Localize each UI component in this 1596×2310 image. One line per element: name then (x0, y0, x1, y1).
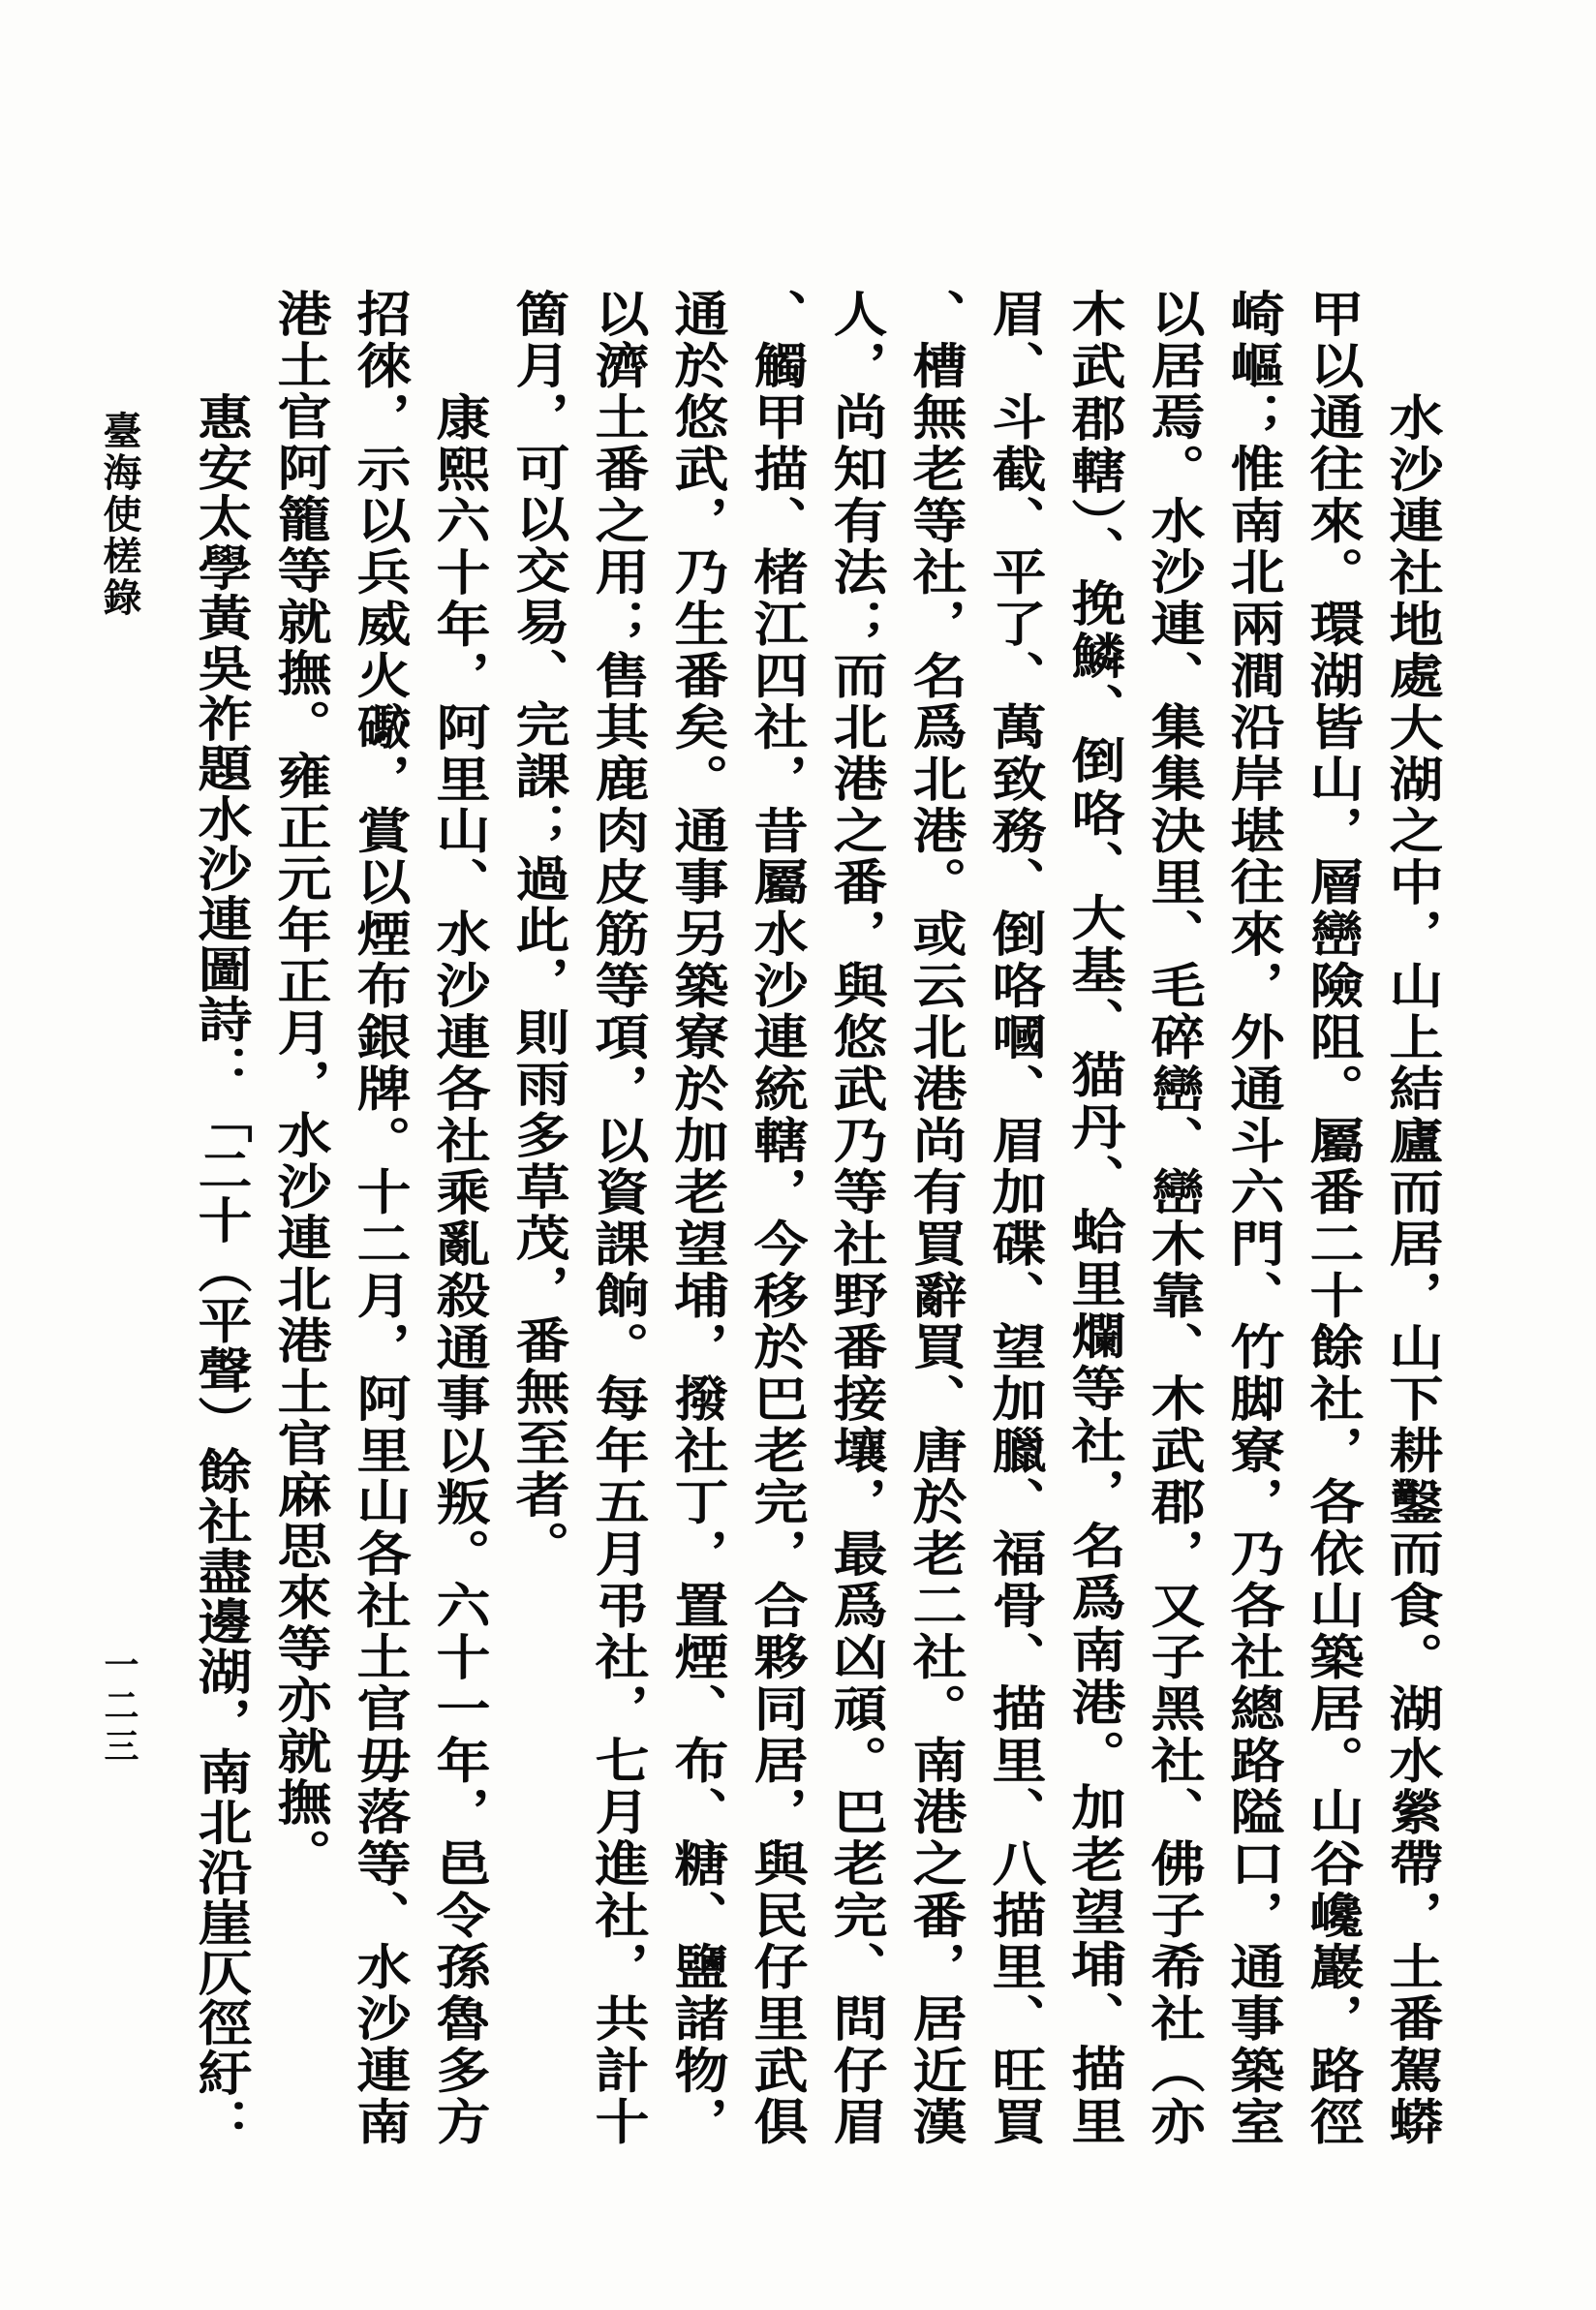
text-column (1297, 289, 1368, 2148)
text-column (1376, 392, 1448, 2148)
column-text: 箇月，可以交易、完課；過此，則雨多草茂，番無至者。 (506, 289, 571, 1572)
column-text: 、槽無老等社，名爲北港。或云北港尚有買辭買、唐於老二社。南港之番，居近漢 (904, 289, 968, 2148)
column-text: 眉、斗截、平了、萬致務、倒咯嘓、眉加碟、望加臘、福骨、描里、八描里、旺買 (983, 289, 1048, 2148)
column-text: 人，尚知有法；而北港之番，與悠武乃等社野番接壤，最爲凶頑。巴老完、問仔眉 (824, 289, 889, 2148)
column-text: 惠安太學黃吳祚題水沙連圖詩：「二十（平聲）餘社盡邊湖，南北沿崖仄徑紆： (189, 392, 254, 2148)
column-text: 木武郡轄）、挽鱗、倒咯、大基、猫丹、蛤里爛等社，名爲南港。加老望埔、描里 (1062, 289, 1127, 2148)
column-text: 以居焉。水沙連、集集決里、毛碎巒、巒木靠、木武郡，又子黑社、佛子希社（亦 (1142, 289, 1207, 2148)
text-column (979, 289, 1051, 2148)
text-column (741, 289, 813, 2148)
text-column (264, 289, 336, 2148)
text-column (1138, 289, 1210, 2148)
text-column (1059, 289, 1130, 2148)
text-column (503, 289, 574, 2148)
text-column (185, 392, 257, 2148)
column-text: 以濟土番之用；售其鹿肉皮筋等項，以資課餉。每年五月弔社，七月進社，共計十 (586, 289, 651, 2148)
column-text: 、觸甲描、楮江四社，昔屬水沙連統轄，今移於巴老完，合夥同居，與民仔里武俱 (745, 289, 810, 2148)
text-column (900, 289, 971, 2148)
column-text: 港土官阿籠等就撫。雍正元年正月，水沙連北港土官麻思來等亦就撫。 (268, 289, 333, 1880)
text-column (582, 289, 654, 2148)
column-text: 甲以通往來。環湖皆山，層巒險阻。屬番二十餘社，各依山築居。山谷巉巖，路徑 (1301, 289, 1366, 2148)
text-column (344, 289, 415, 2148)
text-column (423, 392, 495, 2148)
column-text: 康熙六十年，阿里山、水沙連各社乘亂殺通事以叛。六十一年，邑令孫魯多方 (427, 392, 492, 2148)
text-column (661, 289, 733, 2148)
running-title: 臺海使槎錄 (97, 411, 142, 619)
text-column (1217, 289, 1289, 2148)
column-text: 水沙連社地處大湖之中，山上結廬而居，山下耕鑿而食。湖水縈帶，土番駕蟒 (1380, 392, 1445, 2148)
column-text: 崎嶇；惟南北兩澗沿岸堪往來，外通斗六門、竹脚寮，乃各社總路隘口，通事築室 (1221, 289, 1286, 2148)
page-number: 一二三 (99, 1647, 139, 1769)
column-text: 招徠，示以兵威火礮，賞以煙布銀牌。十二月，阿里山各社土官毋落等、水沙連南 (348, 289, 413, 2148)
column-text: 通於悠武，乃生番矣。通事另築寮於加老望埔，撥社丁，置煙、布、糖、鹽諸物， (665, 289, 730, 2148)
text-column (820, 289, 892, 2148)
